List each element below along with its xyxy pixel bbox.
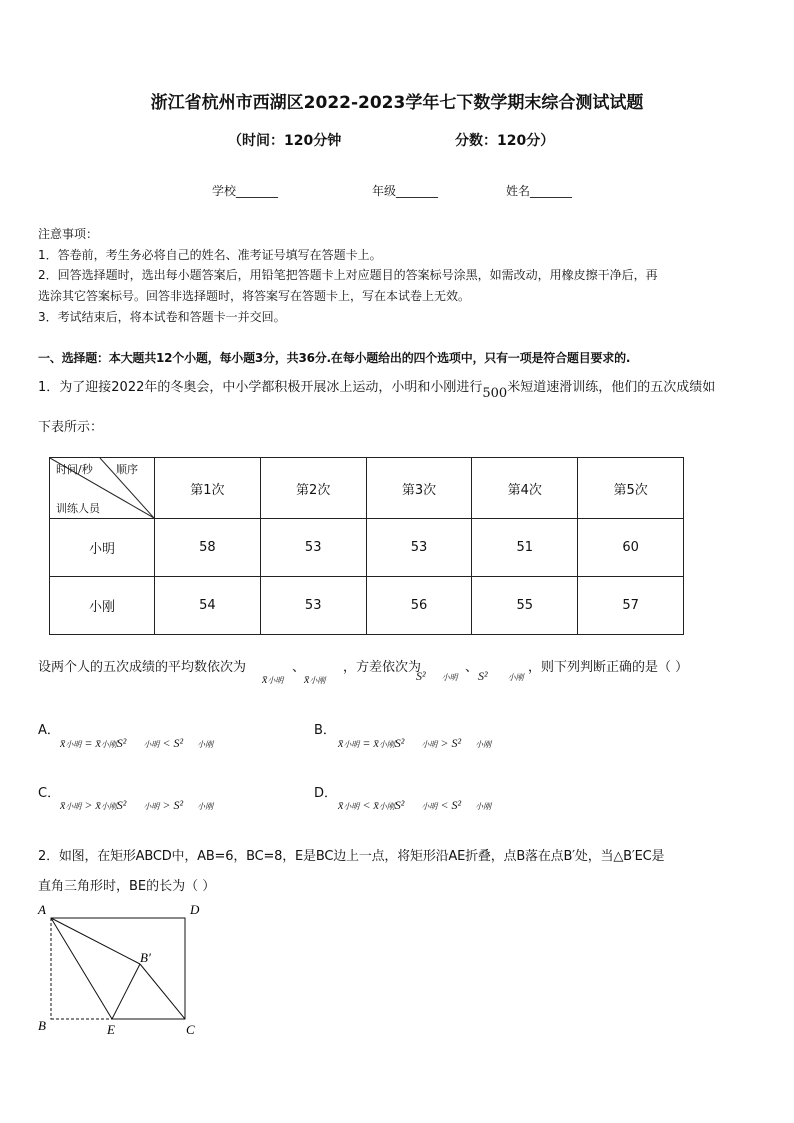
option-a-expr: x̄小明 = x̄小刚S² 小明 < S² 小刚 bbox=[60, 736, 214, 750]
exam-time: （时间：120分钟 bbox=[228, 133, 342, 149]
table-cell: 53 bbox=[260, 519, 366, 577]
q2-line2: 直角三角形时，BE的长为（ ） bbox=[38, 879, 216, 894]
page-title: 浙江省杭州市西湖区2022-2023学年七下数学期末综合测试试题 bbox=[150, 93, 644, 113]
table-cell: 54 bbox=[155, 577, 261, 635]
q1-distance: 500 bbox=[482, 386, 508, 401]
label-b-prime: B′ bbox=[140, 950, 151, 965]
exam-score: 分数：120分） bbox=[455, 133, 555, 149]
option-d-expr: x̄小明 < x̄小刚S² 小明 < S² 小刚 bbox=[338, 798, 492, 812]
label-e: E bbox=[107, 1022, 115, 1037]
q1-text-b: 米短道速滑训练，他们的五次成绩如 bbox=[507, 380, 716, 395]
table-header: 第4次 bbox=[472, 458, 578, 519]
note-3: 3．考试结束后，将本试卷和答题卡一并交回。 bbox=[38, 310, 286, 324]
table-cell: 57 bbox=[578, 577, 684, 635]
q1-line2: 下表所示： bbox=[38, 420, 104, 435]
grade-field: 年级_______ bbox=[372, 184, 439, 198]
option-d-label[interactable]: D． bbox=[314, 786, 338, 801]
section-heading: 一、选择题：本大题共12个小题，每小题3分，共36分.在每小题给出的四个选项中，只有一项是符合题目要求的. bbox=[38, 351, 631, 365]
q1-stem-sep1: 、 bbox=[292, 660, 306, 675]
corner-time-label: 时间/秒 bbox=[56, 463, 93, 476]
option-c-label[interactable]: C． bbox=[38, 786, 61, 801]
q1-text-a: 1．为了迎接2022年的冬奥会，中小学都积极开展冰上运动，小明和小刚进行 bbox=[38, 380, 483, 395]
label-c: C bbox=[186, 1022, 195, 1037]
q1-line1 bbox=[38, 376, 716, 401]
s2-ming: S² 小明 bbox=[416, 669, 458, 683]
table-header: 第1次 bbox=[155, 458, 261, 519]
table-header: 第2次 bbox=[260, 458, 366, 519]
rectangle-figure bbox=[30, 898, 220, 1043]
xbar-ming: x̄小明 bbox=[262, 672, 284, 686]
table-header: 第3次 bbox=[366, 458, 472, 519]
xbar-gang: x̄小刚 bbox=[304, 672, 326, 686]
q2-line1: 2．如图，在矩形ABCD中，AB=6，BC=8，E是BC边上一点，将矩形沿AE折叠，点B落在点B′处，当△B′EC是 bbox=[38, 849, 665, 864]
corner-order-label: 顺序 bbox=[116, 463, 138, 476]
table-cell: 51 bbox=[472, 519, 578, 577]
q1-stem-b: ，方差依次为 bbox=[343, 660, 422, 675]
row-name: 小刚 bbox=[50, 577, 155, 635]
table-cell: 55 bbox=[472, 577, 578, 635]
school-field: 学校_______ bbox=[212, 184, 279, 198]
s2-gang: S² 小刚 bbox=[478, 669, 524, 683]
option-c-expr: x̄小明 > x̄小刚S² 小明 > S² 小刚 bbox=[60, 798, 214, 812]
table-cell: 60 bbox=[578, 519, 684, 577]
q1-stem-c: ，则下列判断正确的是（ ） bbox=[528, 660, 689, 675]
label-d: D bbox=[190, 902, 200, 917]
corner-person-label: 训练人员 bbox=[56, 502, 100, 515]
option-b-label[interactable]: B． bbox=[314, 723, 336, 738]
q1-stem-sep2: 、 bbox=[465, 660, 479, 675]
table-row bbox=[50, 519, 684, 577]
q1-stem-a: 设两个人的五次成绩的平均数依次为 bbox=[38, 660, 247, 675]
score-table bbox=[49, 457, 684, 635]
option-b-expr: x̄小明 = x̄小刚S² 小明 > S² 小刚 bbox=[338, 736, 492, 750]
row-name: 小明 bbox=[50, 519, 155, 577]
label-a: A bbox=[38, 902, 46, 917]
note-1: 1．答卷前，考生务必将自己的姓名、准考证号填写在答题卡上。 bbox=[38, 248, 382, 262]
rect-abcd bbox=[51, 918, 185, 1019]
option-a-label[interactable]: A． bbox=[38, 723, 60, 738]
table-corner-cell bbox=[50, 458, 155, 519]
table-cell: 56 bbox=[366, 577, 472, 635]
fold-line-ae bbox=[51, 918, 112, 1019]
name-field: 姓名_______ bbox=[506, 184, 573, 198]
table-cell: 58 bbox=[155, 519, 261, 577]
notes-heading: 注意事项： bbox=[38, 227, 99, 241]
table-cell: 53 bbox=[260, 577, 366, 635]
table-row bbox=[50, 577, 684, 635]
table-header: 第5次 bbox=[578, 458, 684, 519]
note-2b: 选涂其它答案标号。回答非选择题时，将答案写在答题卡上，写在本试卷上无效。 bbox=[38, 289, 471, 303]
label-b: B bbox=[38, 1018, 46, 1033]
segment-b-prime-c bbox=[140, 964, 185, 1019]
table-cell: 53 bbox=[366, 519, 472, 577]
segment-b-prime-e bbox=[112, 964, 140, 1019]
note-2a: 2．回答选择题时，选出每小题答案后，用铅笔把答题卡上对应题目的答案标号涂黑，如需改动，用橡皮擦干净后，再 bbox=[38, 268, 658, 282]
